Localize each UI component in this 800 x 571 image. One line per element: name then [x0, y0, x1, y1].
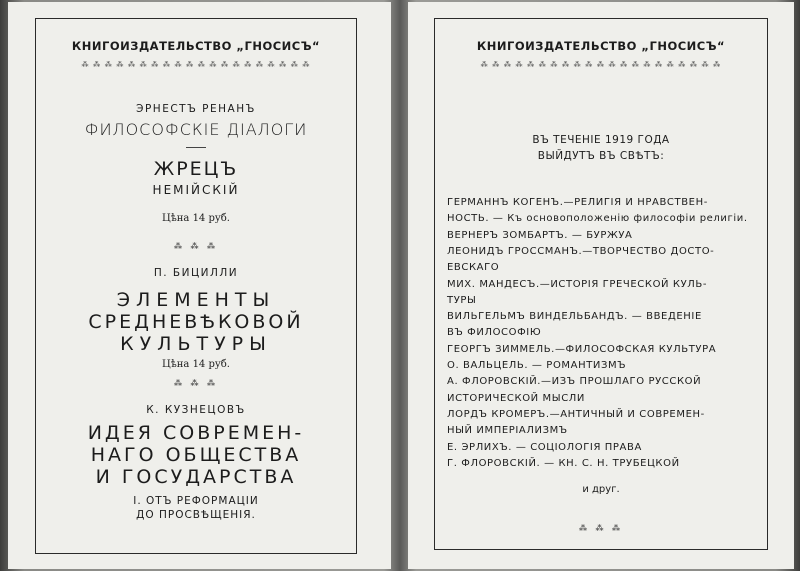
- right-publisher-name: КНИГОИЗДАТЕЛЬСТВО „ГНОСИСЪ“: [476, 39, 726, 53]
- book-entry-line: МИХ. МАНДЕСЪ.—ИСТОРІЯ ГРЕЧЕСКОЙ КУЛЬ-: [447, 278, 708, 290]
- separator-stars-1: ⁂ ⁂ ⁂: [173, 242, 219, 251]
- right-star-ornament-row: ⁂ ⁂ ⁂ ⁂ ⁂ ⁂ ⁂ ⁂ ⁂ ⁂ ⁂ ⁂ ⁂ ⁂ ⁂ ⁂ ⁂ ⁂ ⁂ ⁂ ⁂: [480, 61, 722, 69]
- left-publisher-name: КНИГОИЗДАТЕЛЬСТВО „ГНОСИСЪ“: [71, 39, 321, 53]
- book-entry-line: ЕВСКАГО: [447, 262, 500, 274]
- book3-subtitle-line1: I. ОТЪ РЕФОРМАЦІИ: [133, 495, 259, 507]
- book1-title: ФИЛОСОФСКІЕ ДІАЛОГИ: [84, 120, 308, 139]
- bottom-separator-stars: ⁂ ⁂ ⁂: [578, 524, 624, 533]
- book2-title-line1: ЖРЕЦЪ: [153, 158, 239, 180]
- book1-price: Цѣна 14 руб.: [162, 213, 230, 224]
- book-entry-line: ТУРЫ: [447, 294, 477, 306]
- book3-title-line1: ИДЕЯ СОВРЕМЕН-: [87, 422, 305, 444]
- book-entry-line: ВЪ ФИЛОСОФІЮ: [447, 327, 542, 339]
- right-page-frame: [434, 18, 768, 550]
- announcement-heading-line2: ВЫЙДУТЪ ВЪ СВѢТЪ:: [537, 150, 665, 162]
- book-entry-line: ГЕОРГЪ ЗИММЕЛЬ.—ФИЛОСОФСКАЯ КУЛЬТУРА: [447, 343, 717, 355]
- book3-title-line3: И ГОСУДАРСТВА: [95, 466, 297, 488]
- separator-stars-2: ⁂ ⁂ ⁂: [173, 379, 219, 388]
- book-entry-line: ГЕРМАННЪ КОГЕНЪ.—РЕЛИГІЯ И НРАВСТВЕН-: [447, 197, 708, 208]
- book1-subtitle: НЕМІЙСКІЙ: [152, 183, 240, 197]
- left-page-frame: [35, 18, 357, 554]
- book2-price: Цѣна 14 руб.: [162, 359, 230, 370]
- book-entry-line: Е. ЭРЛИХЪ. — СОЦІОЛОГІЯ ПРАВА: [447, 441, 642, 453]
- right-page: [408, 2, 794, 569]
- book-entry-line: О. ВАЛЬЦЕЛЬ. — РОМАНТИЗМЪ: [447, 360, 627, 371]
- book3-title-line2: НАГО ОБЩЕСТВА: [90, 444, 302, 466]
- book-entry-line: А. ФЛОРОВСКІЙ.—ИЗЪ ПРОШЛАГО РУССКОЙ: [447, 376, 702, 388]
- book2-title-line2: СРЕДНЕВѢКОВОЙ: [88, 311, 304, 333]
- announcement-heading-line1: ВЪ ТЕЧЕНІЕ 1919 ГОДА: [532, 134, 670, 146]
- book1-rule: [186, 147, 206, 148]
- and-others-text: и друг.: [582, 484, 620, 495]
- book-entry-line: ВИЛЬГЕЛЬМЪ ВИНДЕЛЬБАНДЪ. — ВВЕДЕНІЕ: [447, 311, 702, 323]
- book3-subtitle-line2: ДО ПРОСВѢЩЕНІЯ.: [136, 509, 256, 521]
- left-page: [8, 2, 391, 569]
- book-entry-line: НЫЙ ИМПЕРІАЛИЗМЪ: [447, 425, 568, 437]
- book2-author: П. БИЦИЛЛИ: [153, 267, 239, 279]
- left-star-ornament-row: ⁂ ⁂ ⁂ ⁂ ⁂ ⁂ ⁂ ⁂ ⁂ ⁂ ⁂ ⁂ ⁂ ⁂ ⁂ ⁂ ⁂ ⁂ ⁂ ⁂: [81, 61, 311, 69]
- book2-title-line1: ЭЛЕМЕНТЫ: [116, 289, 276, 311]
- book-entry-line: ЛЕОНИДЪ ГРОССМАНЪ.—ТВОРЧЕСТВО ДОСТО-: [447, 245, 715, 257]
- book-entry-line: ЛОРДЪ КРОМЕРЪ.—АНТИЧНЫЙ И СОВРЕМЕН-: [447, 408, 705, 420]
- book-entry-line: НОСТЬ. — Къ основоположенію философіи религіи.: [447, 213, 748, 225]
- book-entry-line: Г. ФЛОРОВСКІЙ. — КН. С. Н. ТРУБЕЦКОЙ: [447, 457, 680, 469]
- book2-title-line3: КУЛЬТУРЫ: [120, 333, 272, 355]
- book1-author: ЭРНЕСТЪ РЕНАНЪ: [136, 103, 256, 115]
- book-entry-line: ВЕРНЕРЪ ЗОМБАРТЪ. — БУРЖУА: [447, 229, 633, 241]
- book-entry-line: ИСТОРИЧЕСКОЙ МЫСЛИ: [447, 392, 585, 404]
- book3-author: К. КУЗНЕЦОВЪ: [146, 404, 246, 416]
